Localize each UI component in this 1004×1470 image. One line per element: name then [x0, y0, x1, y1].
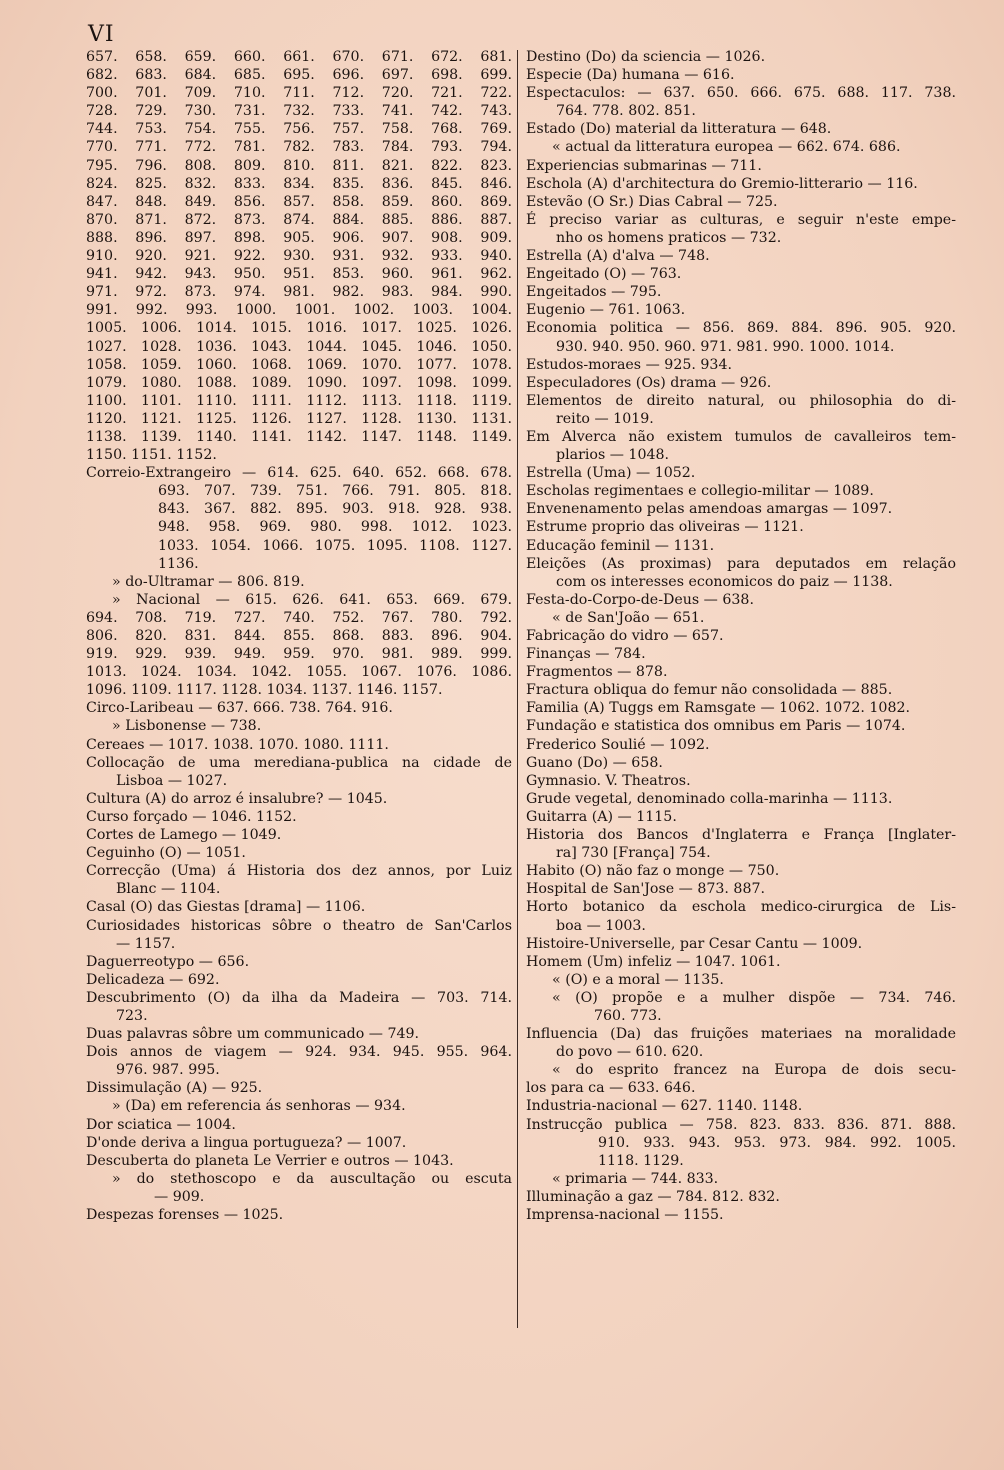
entry-line: Delicadeza — 692. — [86, 971, 220, 988]
number-line: 744. 753. 754. 755. 756. 757. 758. 768. 769. — [86, 121, 512, 138]
number-line: 1027. 1028. 1036. 1043. 1044. 1045. 1046. 1050. — [86, 338, 512, 355]
entry-line: 1013. 1024. 1034. 1042. 1055. 1067. 1076. 1086. — [86, 664, 512, 681]
index-entry — [86, 464, 512, 573]
entry-line: Fabricação do vidro — 657. — [526, 628, 724, 644]
entry-line: 723. — [116, 1007, 148, 1024]
entry-line: Estado (Do) material da litteratura — 648. — [526, 121, 832, 138]
entry-line: Eschola (A) d'architectura do Gremio-litterario — 116. — [526, 175, 918, 192]
index-entry — [526, 247, 956, 265]
number-line: 941. 942. 943. 950. 951. 853. 960. 961. 962. — [86, 266, 512, 283]
index-entry — [526, 157, 956, 175]
entry-line: Hospital de San'Jose — 873. 887. — [526, 881, 766, 898]
index-entry — [86, 989, 512, 1025]
index-entry — [526, 500, 956, 518]
entry-line: Descubrimento (O) da ilha da Madeira — 703. 714. — [86, 989, 512, 1006]
entry-line: « do esprito francez na Europa de dois secu- — [552, 1062, 956, 1079]
index-entry — [526, 482, 956, 500]
index-entry — [526, 1116, 956, 1170]
index-entry — [526, 699, 956, 717]
entry-line: « (O) propõe e a mulher dispõe — 734. 746. — [552, 989, 956, 1006]
index-entry — [526, 1061, 956, 1097]
entry-line: Economia politica — 856. 869. 884. 896. 905. 920. — [526, 320, 956, 337]
index-entry — [86, 917, 512, 953]
number-line: 728. 729. 730. 731. 732. 733. 741. 742. 743. — [86, 103, 512, 120]
index-entry — [526, 84, 956, 120]
index-entry — [526, 953, 956, 971]
index-entry — [526, 935, 956, 953]
entry-line: « de San'João — 651. — [552, 609, 705, 626]
number-line: 910. 920. 921. 922. 930. 931. 932. 933. 940. — [86, 248, 512, 265]
index-entry — [86, 971, 512, 989]
index-entry — [526, 537, 956, 555]
entry-line: Estrume proprio das oliveiras — 1121. — [526, 519, 804, 536]
index-entry — [526, 627, 956, 645]
entry-line: 1118. 1129. — [598, 1152, 684, 1169]
index-entry — [526, 772, 956, 790]
index-entry — [526, 120, 956, 138]
entry-line: do povo — 610. 620. — [556, 1044, 704, 1061]
index-entry — [526, 555, 956, 591]
entry-line: Frederico Soulié — 1092. — [526, 736, 710, 753]
index-entry — [526, 880, 956, 898]
left-column — [86, 48, 512, 1224]
number-line: 795. 796. 808. 809. 810. 811. 821. 822. 823. — [86, 157, 512, 174]
index-entry — [526, 374, 956, 392]
index-entry — [526, 392, 956, 428]
number-line: 991. 992. 993. 1000. 1001. 1002. 1003. 1004. — [86, 302, 512, 319]
number-line: 971. 972. 873. 974. 981. 982. 983. 984. 990. — [86, 284, 512, 301]
index-entry — [86, 1025, 512, 1043]
entry-line: Histoire-Universelle, par Cesar Cantu — 1009. — [526, 935, 863, 952]
index-entry — [86, 790, 512, 808]
page-number: VI — [88, 22, 115, 47]
entry-line: « (O) e a moral — 1135. — [552, 971, 724, 988]
number-line: 847. 848. 849. 856. 857. 858. 859. 860. 869. — [86, 193, 512, 210]
entry-line: 760. 773. — [594, 1007, 662, 1024]
number-block — [86, 48, 512, 464]
number-line: 770. 771. 772. 781. 782. 783. 784. 793. 794. — [86, 139, 512, 156]
entry-line: Instrucção publica — 758. 823. 833. 836. 871. 888. — [526, 1116, 956, 1133]
entry-line: Collocação de uma merediana-publica na cidade de — [86, 754, 512, 771]
index-entry — [526, 736, 956, 754]
index-entry — [526, 1097, 956, 1115]
index-entry — [526, 971, 956, 989]
entry-line: » (Da) em referencia ás senhoras — 934. — [112, 1098, 406, 1115]
number-line: 657. 658. 659. 660. 661. 670. 671. 672. 681. — [86, 49, 512, 65]
entry-line: Estudos-moraes — 925. 934. — [526, 356, 732, 373]
index-entry — [526, 1170, 956, 1188]
entry-line: Despezas forenses — 1025. — [86, 1207, 284, 1223]
index-entry — [526, 591, 956, 609]
index-entry — [526, 717, 956, 735]
entry-line: Imprensa-nacional — 1155. — [526, 1207, 724, 1223]
index-entry — [86, 1116, 512, 1134]
right-entries — [526, 48, 956, 1224]
index-entry — [86, 898, 512, 916]
entry-line: Fundação e statistica dos omnibus em Paris — 1074. — [526, 718, 906, 735]
entry-line: Guitarra (A) — 1115. — [526, 808, 677, 825]
index-entry — [86, 736, 512, 754]
entry-line: los para ca — 633. 646. — [526, 1080, 696, 1097]
entry-line: Finanças — 784. — [526, 646, 646, 663]
entry-line: Estrella (A) d'alva — 748. — [526, 248, 710, 265]
index-entry — [526, 862, 956, 880]
index-entry — [526, 790, 956, 808]
entry-line: Homem (Um) infeliz — 1047. 1061. — [526, 953, 781, 970]
index-entry — [86, 1097, 512, 1115]
entry-line: Escholas regimentaes e collegio-militar — 1089. — [526, 483, 874, 500]
entry-line: Familia (A) Tuggs em Ramsgate — 1062. 1072. 1082. — [526, 700, 911, 717]
entry-line: 806. 820. 831. 844. 855. 868. 883. 896. 904. — [86, 628, 512, 644]
index-entry — [86, 699, 512, 717]
index-entry — [526, 175, 956, 193]
left-entries — [86, 464, 512, 1224]
entry-line: Illuminação a gaz — 784. 812. 832. — [526, 1188, 780, 1205]
entry-line: 1096. 1109. 1117. 1128. 1034. 1137. 1146. 1157. — [86, 682, 443, 699]
entry-line: com os interesses economicos do paiz — 1138. — [556, 573, 893, 590]
index-entry — [86, 717, 512, 735]
index-entry — [526, 265, 956, 283]
entry-line: Em Alverca não existem tumulos de cavalleiros tem- — [526, 428, 956, 445]
entry-line: Experiencias submarinas — 711. — [526, 157, 762, 174]
number-line: 1005. 1006. 1014. 1015. 1016. 1017. 1025. 1026. — [86, 320, 512, 337]
index-entry — [86, 953, 512, 971]
entry-line: Horto botanico da eschola medico-cirurgica de Lis- — [526, 899, 956, 916]
index-entry — [526, 826, 956, 862]
index-entry — [526, 138, 956, 156]
index-entry — [526, 518, 956, 536]
entry-line: 1033. 1054. 1066. 1075. 1095. 1108. 1127. — [158, 537, 512, 554]
entry-line: 843. 367. 882. 895. 903. 918. 928. 938. — [158, 501, 512, 518]
entry-line: Estevão (O Sr.) Dias Cabral — 725. — [526, 193, 778, 210]
index-entry — [526, 681, 956, 699]
entry-line: É preciso variar as culturas, e seguir n'este empe- — [526, 211, 956, 228]
index-entry — [526, 1025, 956, 1061]
index-entry — [526, 319, 956, 355]
entry-line: 910. 933. 943. 953. 973. 984. 992. 1005. — [598, 1134, 956, 1151]
entry-line: Guano (Do) — 658. — [526, 754, 663, 771]
number-line: 1058. 1059. 1060. 1068. 1069. 1070. 1077. 1078. — [86, 356, 512, 373]
entry-line: Dor sciatica — 1004. — [86, 1116, 236, 1133]
entry-line: Estrella (Uma) — 1052. — [526, 465, 696, 482]
entry-line: Correcção (Uma) á Historia dos dez annos, por Luiz — [86, 863, 512, 880]
number-line: 700. 701. 709. 710. 711. 712. 720. 721. 722. — [86, 85, 512, 102]
entry-line: boa — 1003. — [556, 917, 646, 934]
entry-line: Fractura obliqua do femur não consolidada — 885. — [526, 682, 893, 699]
entry-line: Descuberta do planeta Le Verrier e outros — 1043. — [86, 1152, 454, 1169]
entry-line: Correio-Extrangeiro — 614. 625. 640. 652. 668. 678. — [86, 465, 512, 482]
entry-line: Curiosidades historicas sôbre o theatro de San'Carlos — [86, 917, 512, 934]
index-entry — [86, 754, 512, 790]
entry-line: Blanc — 1104. — [116, 881, 221, 898]
entry-line: « primaria — 744. 833. — [552, 1170, 719, 1187]
entry-line: Duas palavras sôbre um communicado — 749. — [86, 1026, 420, 1043]
entry-line: » Nacional — 615. 626. 641. 653. 669. 679. — [112, 591, 512, 608]
index-entry — [86, 808, 512, 826]
index-entry — [526, 898, 956, 934]
index-entry — [526, 211, 956, 247]
entry-line: — 1157. — [116, 935, 176, 952]
entry-line: » do stethoscopo e da auscultação ou escuta — [112, 1170, 512, 1187]
entry-line: Ceguinho (O) — 1051. — [86, 845, 246, 862]
entry-line: Espectaculos: — 637. 650. 666. 675. 688. 117. 738. — [526, 85, 956, 102]
number-line: 888. 896. 897. 898. 905. 906. 907. 908. 909. — [86, 229, 512, 246]
entry-line: Elementos de direito natural, ou philosophia do di- — [526, 392, 956, 409]
number-line: 1150. 1151. 1152. — [86, 447, 217, 464]
index-entry — [526, 66, 956, 84]
entry-line: Habito (O) não faz o monge — 750. — [526, 863, 780, 880]
entry-line: 948. 958. 969. 980. 998. 1012. 1023. — [158, 519, 512, 536]
index-entry — [86, 573, 512, 591]
entry-line: plarios — 1048. — [556, 447, 670, 464]
index-entry — [526, 48, 956, 66]
entry-line: Cereaes — 1017. 1038. 1070. 1080. 1111. — [86, 736, 389, 753]
number-line: 870. 871. 872. 873. 874. 884. 885. 886. 887. — [86, 211, 512, 228]
index-entry — [86, 844, 512, 862]
entry-line: Lisboa — 1027. — [116, 772, 228, 789]
index-entry — [86, 591, 512, 700]
index-entry — [526, 356, 956, 374]
index-entry — [526, 283, 956, 301]
number-line: 1120. 1121. 1125. 1126. 1127. 1128. 1130. 1131. — [86, 410, 512, 427]
index-entry — [526, 808, 956, 826]
entry-line: ra] 730 [França] 754. — [556, 845, 711, 862]
entry-line: « actual da litteratura europea — 662. 674. 686. — [552, 139, 901, 156]
index-entry — [526, 609, 956, 627]
entry-line: Cultura (A) do arroz é insalubre? — 1045. — [86, 790, 388, 807]
number-line: 1079. 1080. 1088. 1089. 1090. 1097. 1098. 1099. — [86, 374, 512, 391]
index-entry — [526, 754, 956, 772]
entry-line: Eleições (As proximas) para deputados em relação — [526, 555, 956, 572]
index-entry — [526, 1206, 956, 1224]
entry-line: » Lisbonense — 738. — [112, 718, 262, 735]
index-entry — [526, 301, 956, 319]
entry-line: 764. 778. 802. 851. — [556, 103, 696, 120]
entry-line: » do-Ultramar — 806. 819. — [112, 573, 305, 590]
entry-line: Gymnasio. V. Theatros. — [526, 772, 691, 789]
entry-line: Curso forçado — 1046. 1152. — [86, 808, 297, 825]
index-entry — [86, 1079, 512, 1097]
entry-line: Destino (Do) da sciencia — 1026. — [526, 49, 766, 65]
entry-line: Festa-do-Corpo-de-Deus — 638. — [526, 591, 754, 608]
column-divider — [517, 50, 518, 1328]
number-line: 682. 683. 684. 685. 695. 696. 697. 698. 699. — [86, 67, 512, 84]
entry-line: 693. 707. 739. 751. 766. 791. 805. 818. — [158, 483, 512, 500]
entry-line: Circo-Laribeau — 637. 666. 738. 764. 916. — [86, 700, 393, 717]
entry-line: 976. 987. 995. — [116, 1062, 220, 1079]
entry-line: 930. 940. 950. 960. 971. 981. 990. 1000. 1014. — [556, 338, 895, 355]
index-entry — [86, 1152, 512, 1170]
entry-line: — 909. — [154, 1188, 205, 1205]
index-entry — [86, 1206, 512, 1224]
entry-line: Casal (O) das Giestas [drama] — 1106. — [86, 899, 366, 916]
entry-line: 1136. — [158, 555, 199, 572]
entry-line: Industria-nacional — 627. 1140. 1148. — [526, 1098, 803, 1115]
entry-line: Fragmentos — 878. — [526, 664, 668, 681]
entry-line: Engeitados — 795. — [526, 284, 662, 301]
index-entry — [526, 428, 956, 464]
entry-line: Especuladores (Os) drama — 926. — [526, 374, 772, 391]
entry-line: Dissimulação (A) — 925. — [86, 1080, 263, 1097]
index-entry — [86, 826, 512, 844]
index-entry — [526, 663, 956, 681]
index-entry — [86, 1170, 512, 1206]
entry-line: Especie (Da) humana — 616. — [526, 67, 735, 84]
number-line: 1100. 1101. 1110. 1111. 1112. 1113. 1118. 1119. — [86, 392, 512, 409]
index-entry — [526, 645, 956, 663]
entry-line: Dois annos de viagem — 924. 934. 945. 955. 964. — [86, 1044, 512, 1061]
entry-line: 694. 708. 719. 727. 740. 752. 767. 780. 792. — [86, 609, 512, 626]
entry-line: Eugenio — 761. 1063. — [526, 302, 686, 319]
entry-line: Grude vegetal, denominado colla-marinha — 1113. — [526, 790, 893, 807]
entry-line: Daguerreotypo — 656. — [86, 953, 250, 970]
index-entry — [86, 1043, 512, 1079]
index-entry — [86, 1134, 512, 1152]
index-entry — [526, 193, 956, 211]
index-entry — [86, 862, 512, 898]
entry-line: Envenenamento pelas amendoas amargas — 1097. — [526, 501, 893, 518]
right-column — [526, 48, 956, 1224]
index-entry — [526, 1188, 956, 1206]
index-entry — [526, 464, 956, 482]
entry-line: reito — 1019. — [556, 410, 654, 427]
entry-line: D'onde deriva a lingua portugueza? — 1007. — [86, 1134, 407, 1151]
number-line: 824. 825. 832. 833. 834. 835. 836. 845. 846. — [86, 175, 512, 192]
entry-line: nho os homens praticos — 732. — [556, 229, 782, 246]
entry-line: Educação feminil — 1131. — [526, 537, 715, 554]
entry-line: Engeitado (O) — 763. — [526, 266, 682, 283]
entry-line: 919. 929. 939. 949. 959. 970. 981. 989. 999. — [86, 646, 512, 663]
entry-line: Influencia (Da) das fruições materiaes na moralidade — [526, 1026, 956, 1043]
index-entry — [526, 989, 956, 1025]
entry-line: Historia dos Bancos d'Inglaterra e França [Inglater- — [526, 827, 956, 844]
number-line: 1138. 1139. 1140. 1141. 1142. 1147. 1148. 1149. — [86, 428, 512, 445]
entry-line: Cortes de Lamego — 1049. — [86, 827, 282, 844]
